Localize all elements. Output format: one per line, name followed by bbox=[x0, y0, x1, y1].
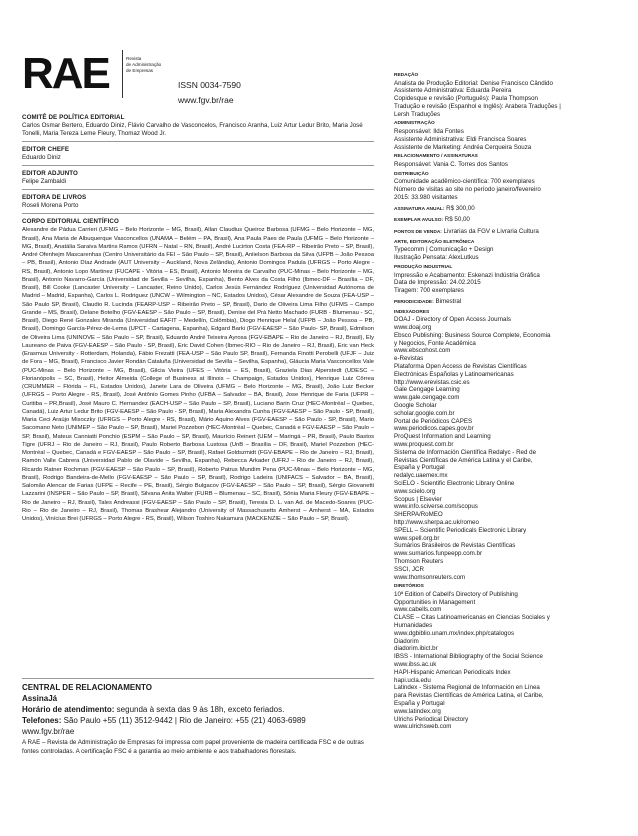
pontos-venda-value: Livrarias da FGV e Livraria Cultura bbox=[441, 228, 539, 236]
dir-line: Diadorim bbox=[394, 637, 419, 645]
logo-description bbox=[126, 56, 174, 74]
dir-line[interactable]: www.dgbiblio.unam.mx/index.php/catalogos bbox=[394, 629, 515, 637]
administracao-list bbox=[394, 128, 624, 151]
ind-line[interactable]: www.doaj.org bbox=[394, 324, 432, 332]
dir-line[interactable]: diadorim.ibict.br bbox=[394, 645, 438, 653]
rel-line: Responsável: Vania C. Torres dos Santos bbox=[394, 160, 508, 168]
dir-line[interactable]: www.latindex.org bbox=[394, 707, 441, 715]
assinatura-anual bbox=[394, 205, 624, 214]
ind-line[interactable]: www.periodicos.capes.gov.br bbox=[394, 425, 474, 433]
adm-line: Responsável: Ilda Fontes bbox=[394, 127, 464, 135]
logo-divider bbox=[122, 50, 123, 98]
redacao-line: Tradução e revisão (Espanhol e Inglês): Arabera Traduções | bbox=[394, 102, 561, 110]
ind-line: e-Revistas bbox=[394, 355, 424, 363]
dir-line: Humanidades bbox=[394, 622, 433, 630]
redacao-line: Copidesque e revisão (Português): Paula Thompson bbox=[394, 95, 539, 103]
dir-line: para Revistas Científicas de América Latina, el Caribe, bbox=[394, 692, 544, 700]
divider bbox=[22, 678, 374, 679]
horario-value: segunda à sexta das 9 às 18h, exceto feriados. bbox=[114, 705, 285, 714]
redacao-line: Lersh Traduções bbox=[394, 110, 441, 118]
redacao-line: Assistente Administrativa: Eduarda Pereira bbox=[394, 87, 512, 95]
assinaja: AssinaJá bbox=[22, 694, 58, 703]
editora-livros: Roseli Morena Porto bbox=[22, 202, 79, 210]
dir-line: España y Portugal bbox=[394, 699, 445, 707]
ind-line: Gale Cengage Learning bbox=[394, 386, 460, 394]
telefones-label: Telefones: bbox=[22, 716, 62, 725]
distribuicao-title: DISTRIBUIÇÃO bbox=[394, 171, 429, 177]
dir-line[interactable]: www.ulrichsweb.com bbox=[394, 723, 452, 731]
producao-list bbox=[394, 272, 624, 295]
pontos-venda-label: PONTOS DE VENDA: bbox=[394, 230, 442, 236]
administracao-title: ADMINISTRAÇÃO bbox=[394, 121, 435, 127]
dir-line: 10ª Edition of Cabell's Directory of Publishing bbox=[394, 590, 518, 598]
divider bbox=[22, 165, 374, 166]
prod-line: Data de Impressão: 24.02.2015 bbox=[394, 279, 481, 287]
central-title: CENTRAL DE RELACIONAMENTO bbox=[22, 683, 152, 692]
editora-livros-title: EDITORA DE LIVROS bbox=[22, 194, 87, 202]
telefones bbox=[22, 715, 374, 726]
ind-line[interactable]: www.spell.org.br bbox=[394, 534, 440, 542]
ind-line: SSCI, JCR bbox=[394, 565, 424, 573]
redacao-title: REDAÇÃO bbox=[394, 73, 419, 78]
ind-line[interactable]: www.sumarios.funpeepp.com.br bbox=[394, 550, 483, 558]
indexadores-list bbox=[394, 316, 624, 581]
dir-line: Ulrichs Periodical Directory bbox=[394, 715, 469, 723]
periodicidade bbox=[394, 298, 624, 307]
divider bbox=[22, 213, 374, 214]
indexadores-title: INDEXADORES bbox=[394, 309, 430, 315]
telefones-value: São Paulo +55 (11) 3512-9442 | Rio de Janeiro: +55 (21) 4063-6989 bbox=[61, 716, 306, 725]
assinatura-anual-value: R$ 300,00 bbox=[444, 204, 475, 212]
exemplar-avulso-value: R$ 50,00 bbox=[443, 216, 470, 224]
ind-line[interactable]: http://www.sherpa.ac.uk/romeo bbox=[394, 518, 479, 526]
arte-line: Typecomm | Comunicação + Design bbox=[394, 246, 494, 254]
corpo-editorial-text: Alexandre de Pádua Carrieri (UFMG – Belo Horizonte – MG, Brasil), Allan Claudius Queiroz Barbosa (UFMG – Belo Horizonte – MG, Brasil), Ana Maria de Albuquerque Vasconcellos (UNAMA – Belém – PA, Brasil), Ana Paula Paes de Paula (UFMG – Belo Horizonte – MG, Brasil), Anatália Saraiva Martins Ramos (UFRN – Natal – RN, Brasil), André Lucirton Costa (FEA-RP – Ribeirão Preto – SP, Brasil), André Ofenhejm Mascarenhas (Centro Universitário da FEI – São Paulo – SP, Brasil), Aniielson Barbosa da Silva (UFPB – João Pessoa – PB, Brasil), Antonio Díaz Andrade (AUT University – Auckland, Nova Zelândia), Antonio Domingos Padula (UFRGS – Porto Alegre - RS, Brasil), Antonio Lopo Martinez (FUCAPE - Vitória – ES, Brasil), Antonio Moreira de Carvalho (PUC-Minas – Belo Horizonte – MG, Brasil), Antonio Navarro-García (Universidad de Sevilla – Sevilha, Espanha), Bento Alves da Costa Filho (Ibmec-DF – Brasília – DF, Brasil), Bill Cooke (Lancaster University – Lancaster, Reino Unido), Carlos Jesús Fernández Rodríguez (Universidad Autónoma de Madrid – Madrid, Espanha), Carlos L. Rodriguez (UNCW – Wilmington – NC, Estados Unidos), César Alexandre de Souza (FEA-USP – São Paulo SP, Brasil), Claudio R. Lucinda (FEARP-USP – Ribeirão Preto – SP, Brasil), Dario de Oliveira Lima Filho (UFMS – Campo Grande – MS, Brasil), Delane Botelho (FGV-EAESP – São Paulo – SP, Brasil), Denise del Prá Netto Machado (FURB - Blumenau - SC, Brasil), Diego René Gonzales Miranda (Universidad EAFIT – Medellín, Colômbia), Diogo Henrique Helal (UFPB – João Pessoa – PB, Brasil), Domingo García-Pérez-de-Lema (UPCT - Cartagena, Espanha), Edgard Barki (FGV-EAESP – São Paulo- SP, Brasil), Edmilson de Oliveira Lima (UNINOVE – São Paulo – SP, Brasil), Eduardo André Teixeira Ayrosa (FGV-EBAPE – Rio de Janeiro – RJ, Brasil), Ely Laureano de Paiva (FGV-EAESP – São Paulo - SP, Brasil), Eric David Cohen (Ibmec-RIO – Rio de Janeiro – RJ, Brasil), Eric van Heck (Erasmus University - Rotterdam, Holanda), Fábio Frezatti (FEA-USP – São Paulo SP, Brasil), Fernanda Finotti Perobelli (UFJF – Juiz de Fora – MG, Brasil), Francisco Javier Rondán Cataluña (Universidad de Sevilla – Sevilha, Espanha), Gláucia Maria Vasconcellos Vale (PUC-Minas – Belo Horizonte – MG, Brasil), Gilcia Vieira (UFES – Vitória – ES, Brasil), Graziela Dias Alperstedt (UDESC – Florianópolis – SC, Brasil), Heitor Almeida (College of Business at Illinois – Champaign, Estados Unidos), Henrique Luiz Côrrea (CRUMMER – Flórida – FL, Estados Unidos), Janete Lara de Oliveira (UFMG – Belo Horizonte – MG, Brasil), João Luiz Becker (UFRGS – Porto Alegre - RS, Brasil), José Antônio Gomes Pinho (UFBA – Salvador – BA, Brasil), Jose Henrique de Faria (UFPR – Curitiba – PR,Brasil), José Mauro C. Hernandez (EACH-USP – São Paulo – SP, Brasil), Luciano Barin Cruz (HEC-Montréal – Quebec, Canadá), Luiz Artur Ledur Brito (FGV-EAESP – São Paulo - SP, Brasil), Maria Alexandra Cunha (FGV-EAESP – São Paulo - SP, Brasil), Maria Ceci Araújo Misoczky (UFRGS – Porto Alegre - RS, Brasil), Mário Aquino Alves (FGV-EAESP – São Paulo - SP, Brasil), Mario Sacomano Neto (UNIMEP – São Paulo – SP, Brasil), Mariel Pozzebon (HEC-Montréal – Quebec, Canadá e FGV-EAESP – São Paulo – SP, Brasil), Mateus Canniatti Ponchio (ESPM – São Paulo – SP, Brasil), Maurício Reinert (UEM – Maringá – PR, Brasil), Paulo Bastos Tigre (UFRJ – Rio de Janeiro – RJ, Brasil), Paulo Roberto Barbosa Lustosa (UnB – Brasília – DF, Brasil), Mariel Pozzebon (HEC-Montréal – Quebec, Canadá e FGV-EAESP – São Paulo – SP, Brasil), Rafael Goldszmidt (FGV-EBAPE – Rio de Janeiro – RJ, Brasil), Ramón Valle Cabrera (Universidad Pablo de Olavide – Sevilha, Espanha), Rebecca Arkader (UFRJ – Rio de Janeiro – RJ, Brasil), Ricardo Ratner Rochman (FGV-EAESP – São Paulo – SP, Brasil), Roberto Patrus Mundim Pena (PUC-Minas – Belo Horizonte – MG, Brasil), Rodrigo Bandeira-de-Mello (FGV-EAESP – São Paulo – SP, Brasil), Rodrigo Ladeira (UNIFACS – Salvador – BA, Brasil), Salomão Alencar de Farias (UFPE – Recife – PE, Brasil), Sérgio Bulgacov (FGV-EAESP – São Paulo – SP, Brasil), Sérgio Giovanetti Lazzarini (INSPER – São Paulo – SP, Brasil), Silvana Anita Walter (FURB – Blumenau – SC, Brasil), Sônia Maria Fleury (FGV-EBAPE – Rio de Janeiro – RJ, Brasil), Tales Andreassi (FGV-EAESP – São Paulo – SP, Brasil), Teresia D. L. van Ad. de Macedo-Soares (PUC-Rio – Rio de Janeiro – RJ, Brasil), Thomas Brashear Alejandro (University of Massachusetts Amherst – Amherst – MA, Estados Unidos), Vinícius Brei (UFRGS – Porto Alegre - RS, Brasil), Wilson Toshiro Nakamura (MACKENZIE – São Paulo – SP, Brasil). bbox=[22, 227, 374, 523]
exemplar-avulso bbox=[394, 216, 624, 225]
logo-desc-line: Revista bbox=[126, 56, 142, 61]
dir-line[interactable]: www.cabells.com bbox=[394, 606, 442, 614]
prod-line: Impressão e Acabamento: Eskenazi Indústria Gráfica bbox=[394, 271, 540, 279]
editor-adjunto-title: EDITOR ADJUNTO bbox=[22, 170, 78, 178]
ind-line[interactable]: http://www.erevistas.csic.es bbox=[394, 378, 470, 386]
relacionamento-list bbox=[394, 161, 624, 169]
adm-line: Assistente de Marketing: Andréa Cerqueira Souza bbox=[394, 143, 532, 151]
arte-title: ARTE, EDITORAÇÃO ELETRÔNICA bbox=[394, 239, 475, 245]
divider bbox=[22, 189, 374, 190]
distribuicao-list bbox=[394, 178, 624, 201]
editor-chefe-title: EDITOR CHEFE bbox=[22, 146, 70, 154]
dir-line: Opportunities in Management bbox=[394, 598, 476, 606]
comite-text: Carlos Osmar Bertero, Eduardo Diniz, Flávio Carvalho de Vasconcelos, Francisco Aranha, Luiz Artur Ledur Brito, Maria José Tonelli, Maria Tereza Leme Fleury, Thomaz Wood Jr. bbox=[22, 122, 363, 138]
ind-line[interactable]: www.info.sciverse.com/scopus bbox=[394, 503, 478, 511]
pontos-venda bbox=[394, 228, 624, 237]
central-relacionamento bbox=[22, 675, 374, 756]
ind-line[interactable]: scholar.google.com.br bbox=[394, 409, 455, 417]
horario-label: Horário de atendimento: bbox=[22, 705, 115, 714]
assinatura-anual-label: ASSINATURA ANUAL: bbox=[394, 206, 445, 212]
masthead bbox=[22, 50, 374, 110]
ind-line: Revistas Científicas de América Latina y el Caribe, bbox=[394, 456, 533, 464]
dist-line: 2015: 33.980 visitantes bbox=[394, 193, 458, 201]
ind-line[interactable]: www.thomsonreuters.com bbox=[394, 573, 466, 581]
arte-list bbox=[394, 246, 624, 262]
horario bbox=[22, 704, 374, 715]
ind-line[interactable]: www.gale.cengage.com bbox=[394, 394, 460, 402]
redacao-list bbox=[394, 80, 624, 119]
issn: ISSN 0034-7590 bbox=[178, 80, 241, 90]
ind-line: Sistema de Información Científica Redalyc - Red de bbox=[394, 448, 537, 456]
dir-line: CLASE – Citas Latinoamericanas en Ciencias Sociales y bbox=[394, 614, 550, 622]
central-url[interactable]: www.fgv.br/rae bbox=[22, 727, 75, 736]
ind-line[interactable]: www.proquest.com.br bbox=[394, 440, 454, 448]
journal-url[interactable]: www.fgv.br/rae bbox=[178, 95, 234, 105]
ind-line[interactable]: www.scielo.org bbox=[394, 487, 436, 495]
ind-line: Sumários Brasileiros de Revistas Científicas bbox=[394, 542, 516, 550]
logo-desc-line: de Administração bbox=[126, 62, 162, 67]
periodicidade-label: PERIODICIDADE: bbox=[394, 299, 434, 305]
dir-line: HAPI-Hispanic American Periodicals Index bbox=[394, 668, 511, 676]
editor-chefe: Eduardo Diniz bbox=[22, 154, 61, 162]
diretorios-list bbox=[394, 591, 624, 731]
ind-line: Thomson Reuters bbox=[394, 557, 444, 565]
periodicidade-value: Bimestral bbox=[433, 297, 462, 305]
ind-line: España y Portugal bbox=[394, 464, 445, 472]
rae-logo: RAE bbox=[22, 49, 109, 98]
ind-line: y Negocios, Fonte Acadêmica bbox=[394, 339, 476, 347]
ind-line: SHERPA/RoMEO bbox=[394, 511, 443, 519]
corpo-editorial-title: CORPO EDITORIAL CIENTÍFICO bbox=[22, 218, 119, 226]
ind-line: Portal de Periódicos CAPES bbox=[394, 417, 473, 425]
ind-line[interactable]: redalyc.uaemex.mx bbox=[394, 472, 448, 480]
dir-line: IBSS - International Bibliography of the Social Science bbox=[394, 653, 543, 661]
right-column bbox=[394, 70, 624, 731]
ind-line[interactable]: www.ebscohost.com bbox=[394, 347, 451, 355]
fsc-footnote: A RAE – Revista de Administração de Empresas foi impressa com papel proveniente de madeira certificada FSC e de outras fontes controladas. A certificação FSC é a garantia ao meio ambiente e aos trabalhadores florestais. bbox=[22, 739, 364, 755]
adm-line: Assistente Administrativa: Eldi Francisca Soares bbox=[394, 135, 527, 143]
dir-line[interactable]: hapi.ucla.edu bbox=[394, 676, 431, 684]
diretorios-title: DIRETÓRIOS bbox=[394, 584, 424, 590]
ind-line: SciELO - Scientific Electronic Library Online bbox=[394, 479, 515, 487]
producao-title: PRODUÇÃO INDUSTRIAL bbox=[394, 265, 453, 271]
editor-adjunto: Felipe Zambaldi bbox=[22, 178, 67, 186]
relacionamento-title: RELACIONAMENTO / ASSINATURAS bbox=[394, 154, 478, 160]
ind-line: SPELL – Scientific Periodicals Electronic Library bbox=[394, 526, 527, 534]
comite-title: COMITÊ DE POLÍTICA EDITORIAL bbox=[22, 114, 125, 121]
ind-line: Scopus | Elsevier bbox=[394, 495, 442, 503]
redacao-line: Analista de Produção Editorial: Denise Francisco Cândido bbox=[394, 79, 553, 87]
prod-line: Tiragem: 700 exemplares bbox=[394, 287, 464, 295]
dist-line: Comunidade acadêmico-científica: 700 exemplares bbox=[394, 178, 535, 186]
logo-desc-line: de Empresas bbox=[126, 68, 154, 73]
dir-line: Latindex - Sistema Regional de Información en Línea bbox=[394, 684, 540, 692]
ind-line: Google Scholar bbox=[394, 402, 437, 409]
ind-line: Electrónicas Españolas y Latinoamericanas bbox=[394, 370, 514, 378]
dir-line[interactable]: www.ibss.ac.uk bbox=[394, 661, 437, 668]
ind-line: Plataforma Open Access de Revistas Científicas bbox=[394, 363, 527, 371]
exemplar-avulso-label: EXEMPLAR AVULSO: bbox=[394, 218, 444, 224]
left-column bbox=[22, 50, 374, 523]
ind-line: DOAJ - Directory of Open Access Journals bbox=[394, 316, 511, 324]
arte-line: Ilustração Pensata: AlexLutkus bbox=[394, 254, 479, 262]
dist-line: Número de visitas ao site no período janeiro/fevereiro bbox=[394, 185, 541, 193]
ind-line: ProQuest Information and Learning bbox=[394, 433, 491, 441]
ind-line: Ebsco Publishing: Business Source Complete, Economia bbox=[394, 331, 551, 339]
divider bbox=[22, 141, 374, 142]
